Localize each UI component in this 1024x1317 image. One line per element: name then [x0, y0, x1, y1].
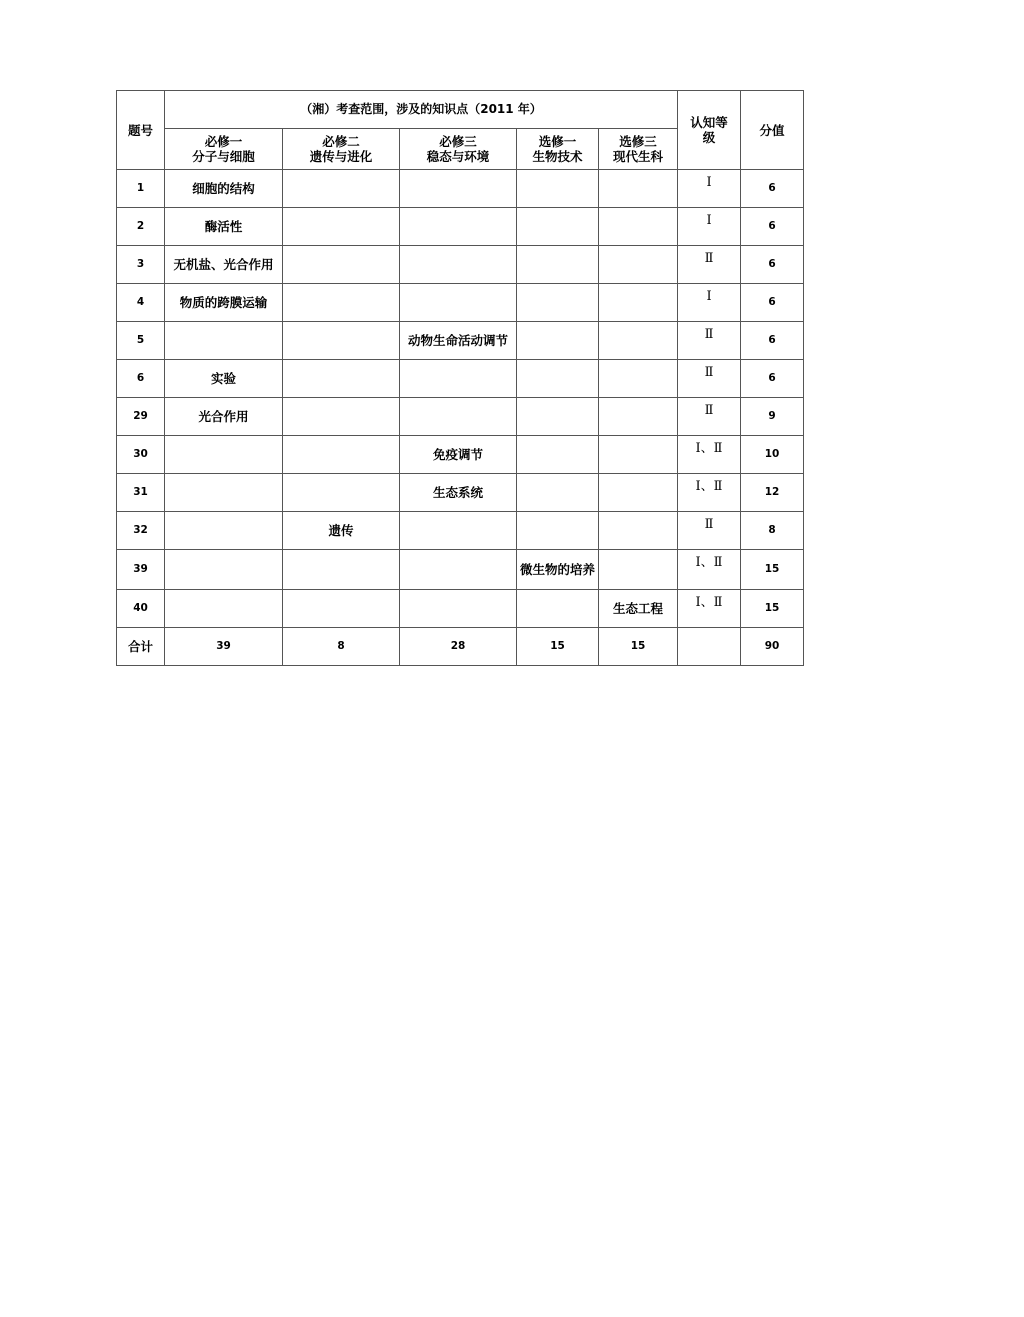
header-module-5 [599, 129, 678, 170]
knowledge-point-cell [599, 550, 678, 590]
score-cell: 15 [741, 550, 804, 590]
header-module-2 [283, 129, 400, 170]
knowledge-point-cell: 酶活性 [165, 208, 283, 246]
module-5-line1: 选修三 [619, 134, 657, 149]
module-5-line2: 现代生科 [613, 149, 664, 164]
knowledge-point-cell [283, 550, 400, 590]
table-row [117, 284, 804, 322]
table-row [117, 474, 804, 512]
knowledge-point-cell: 生态工程 [599, 590, 678, 628]
knowledge-point-cell [517, 436, 599, 474]
knowledge-point-cell [599, 474, 678, 512]
question-number: 4 [117, 284, 165, 322]
question-number: 32 [117, 512, 165, 550]
knowledge-point-cell [599, 284, 678, 322]
knowledge-point-cell [400, 550, 517, 590]
score-cell: 6 [741, 246, 804, 284]
knowledge-point-cell [400, 512, 517, 550]
exam-scope-table [116, 90, 804, 666]
knowledge-point-cell [283, 360, 400, 398]
module-2-line2: 遗传与进化 [309, 149, 373, 164]
module-4-line2: 生物技术 [532, 149, 583, 164]
knowledge-point-cell [400, 170, 517, 208]
header-cognitive-level: 认知等级 [678, 91, 741, 170]
knowledge-point-cell: 动物生命活动调节 [400, 322, 517, 360]
knowledge-point-cell [283, 322, 400, 360]
knowledge-point-cell: 光合作用 [165, 398, 283, 436]
question-number: 2 [117, 208, 165, 246]
header-module-1 [165, 129, 283, 170]
total-score: 90 [741, 628, 804, 666]
question-number: 3 [117, 246, 165, 284]
cognitive-level-cell: Ⅰ、Ⅱ [678, 436, 741, 474]
cognitive-level-cell: Ⅱ [678, 398, 741, 436]
header-score: 分值 [741, 91, 804, 170]
table-row [117, 246, 804, 284]
table-row [117, 550, 804, 590]
knowledge-point-cell [517, 208, 599, 246]
total-module-2: 8 [283, 628, 400, 666]
knowledge-point-cell [400, 398, 517, 436]
table-row [117, 360, 804, 398]
module-4-line1: 选修一 [538, 134, 577, 149]
knowledge-point-cell [517, 322, 599, 360]
knowledge-point-cell [400, 246, 517, 284]
score-cell: 6 [741, 170, 804, 208]
cognitive-level-cell: Ⅰ [678, 208, 741, 246]
knowledge-point-cell [599, 208, 678, 246]
knowledge-point-cell [400, 590, 517, 628]
score-cell: 6 [741, 208, 804, 246]
module-1-line2: 分子与细胞 [192, 149, 255, 164]
knowledge-point-cell [400, 208, 517, 246]
knowledge-point-cell [599, 246, 678, 284]
knowledge-point-cell [517, 512, 599, 550]
knowledge-point-cell [599, 360, 678, 398]
knowledge-point-cell [517, 360, 599, 398]
knowledge-point-cell: 细胞的结构 [165, 170, 283, 208]
table-row [117, 436, 804, 474]
knowledge-point-cell [283, 474, 400, 512]
knowledge-point-cell: 实验 [165, 360, 283, 398]
knowledge-point-cell [283, 436, 400, 474]
score-cell: 6 [741, 284, 804, 322]
score-cell: 10 [741, 436, 804, 474]
question-number: 6 [117, 360, 165, 398]
knowledge-point-cell: 微生物的培养 [517, 550, 599, 590]
knowledge-point-cell [599, 322, 678, 360]
knowledge-point-cell [599, 436, 678, 474]
knowledge-point-cell [517, 284, 599, 322]
knowledge-point-cell [165, 474, 283, 512]
knowledge-point-cell [400, 360, 517, 398]
header-question-no: 题号 [117, 91, 165, 170]
knowledge-point-cell [283, 284, 400, 322]
cognitive-level-cell: Ⅰ [678, 284, 741, 322]
question-number: 31 [117, 474, 165, 512]
knowledge-point-cell [283, 246, 400, 284]
table-row [117, 170, 804, 208]
score-cell: 15 [741, 590, 804, 628]
cognitive-level-cell: Ⅰ、Ⅱ [678, 590, 741, 628]
score-cell: 9 [741, 398, 804, 436]
knowledge-point-cell [400, 284, 517, 322]
table-row [117, 208, 804, 246]
question-number: 39 [117, 550, 165, 590]
knowledge-point-cell [517, 474, 599, 512]
knowledge-point-cell: 无机盐、光合作用 [165, 246, 283, 284]
knowledge-point-cell [517, 398, 599, 436]
total-module-4: 15 [517, 628, 599, 666]
module-3-line1: 必修三 [439, 134, 477, 149]
knowledge-point-cell [283, 208, 400, 246]
knowledge-point-cell [517, 170, 599, 208]
knowledge-point-cell [165, 512, 283, 550]
knowledge-point-cell: 免疫调节 [400, 436, 517, 474]
table-body [117, 170, 804, 628]
knowledge-point-cell [283, 590, 400, 628]
total-module-3: 28 [400, 628, 517, 666]
knowledge-point-cell [517, 590, 599, 628]
cognitive-level-cell: Ⅰ、Ⅱ [678, 474, 741, 512]
knowledge-point-cell [517, 246, 599, 284]
knowledge-point-cell [165, 590, 283, 628]
module-2-line1: 必修二 [322, 134, 360, 149]
total-module-1: 39 [165, 628, 283, 666]
table-row [117, 512, 804, 550]
knowledge-point-cell: 生态系统 [400, 474, 517, 512]
score-cell: 6 [741, 360, 804, 398]
cognitive-level-cell: Ⅱ [678, 360, 741, 398]
header-module-3 [400, 129, 517, 170]
total-module-5: 15 [599, 628, 678, 666]
knowledge-point-cell: 物质的跨膜运输 [165, 284, 283, 322]
question-number: 30 [117, 436, 165, 474]
question-number: 5 [117, 322, 165, 360]
question-number: 29 [117, 398, 165, 436]
knowledge-point-cell: 遗传 [283, 512, 400, 550]
cognitive-level-cell: Ⅱ [678, 512, 741, 550]
question-number: 1 [117, 170, 165, 208]
knowledge-point-cell [283, 170, 400, 208]
header-scope-title: （湘）考查范围，涉及的知识点（2011 年） [165, 91, 678, 129]
cognitive-level-cell: Ⅰ [678, 170, 741, 208]
score-cell: 12 [741, 474, 804, 512]
table-row [117, 590, 804, 628]
score-cell: 6 [741, 322, 804, 360]
total-level [678, 628, 741, 666]
module-1-line1: 必修一 [204, 134, 243, 149]
knowledge-point-cell [599, 512, 678, 550]
score-cell: 8 [741, 512, 804, 550]
table-row [117, 398, 804, 436]
cognitive-level-cell: Ⅱ [678, 246, 741, 284]
knowledge-point-cell [165, 436, 283, 474]
question-number: 40 [117, 590, 165, 628]
knowledge-point-cell [165, 550, 283, 590]
table-row [117, 322, 804, 360]
knowledge-point-cell [165, 322, 283, 360]
total-label: 合计 [117, 628, 165, 666]
cognitive-level-cell: Ⅰ、Ⅱ [678, 550, 741, 590]
module-3-line2: 稳态与环境 [426, 149, 490, 164]
header-module-4 [517, 129, 599, 170]
knowledge-point-cell [599, 170, 678, 208]
total-row [117, 628, 804, 666]
cognitive-level-cell: Ⅱ [678, 322, 741, 360]
knowledge-point-cell [599, 398, 678, 436]
knowledge-point-cell [283, 398, 400, 436]
